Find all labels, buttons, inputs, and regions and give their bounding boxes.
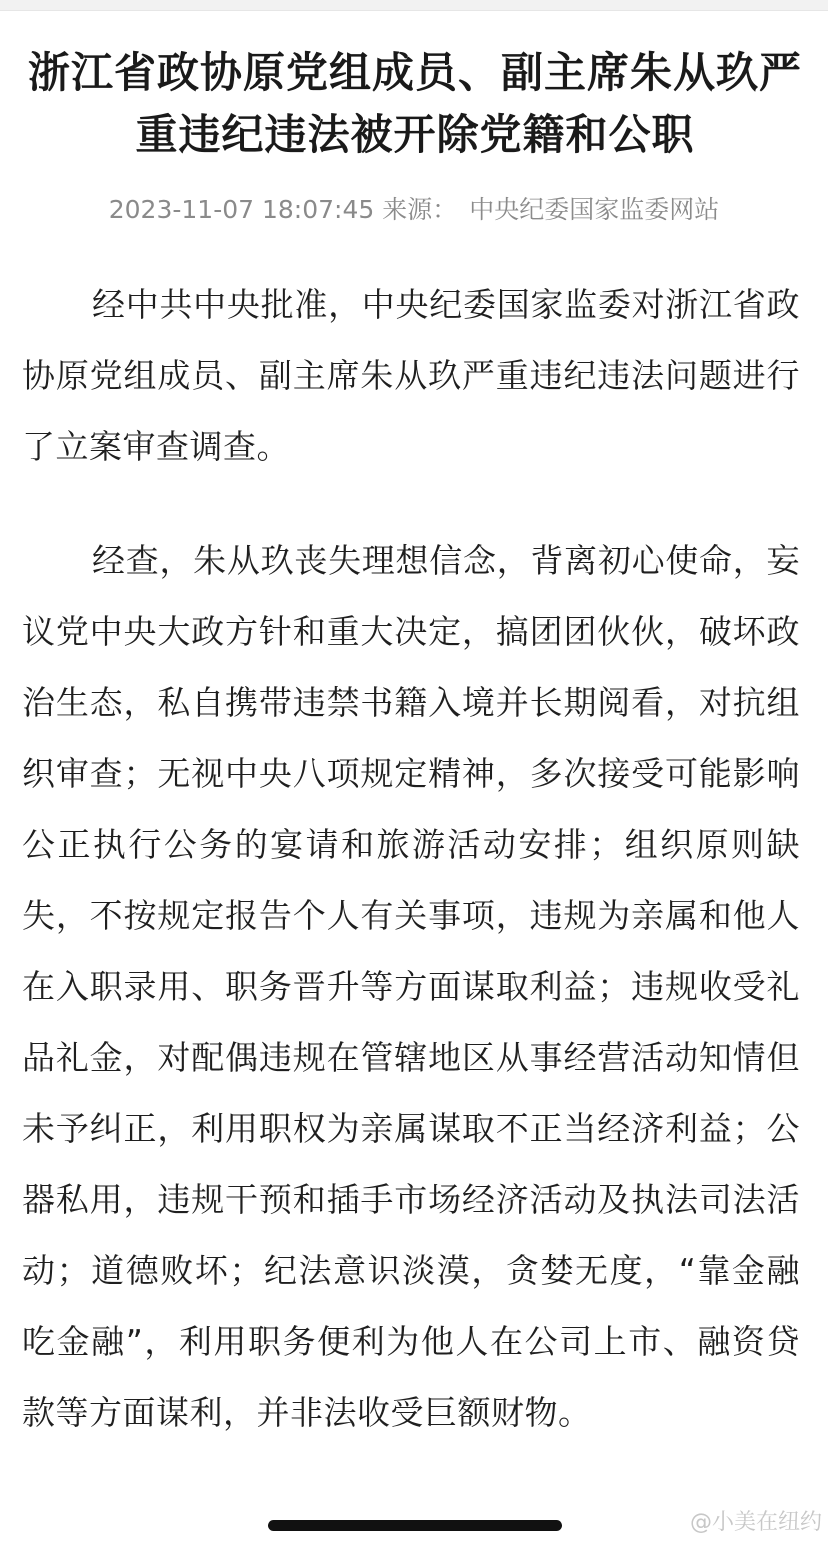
source-link[interactable]: 中央纪委国家监委网站 [469,195,720,224]
publish-datetime: 2023-11-07 18:07:45 [108,195,375,224]
watermark: @小美在纽约 [689,1510,822,1535]
source-label: 来源： [382,195,458,224]
article-paragraph: 经查，朱从玖丧失理想信念，背离初心使命，妄议党中央大政方针和重大决定，搞团团伙伙，破坏政治生态，私自携带违禁书籍入境并长期阅看，对抗组织审查；无视中央八项规定精神，多次接受可能影响公正执行公务的宴请和旅游活动安排；组织原则缺失，不按规定报告个人有关事项，违规为亲属和他人在入职录用、职务晋升等方面谋取利益；违规收受礼品礼金，对配偶违规在管辖地区从事经营活动知情但未予纠正，利用职权为亲属谋取不正当经济利益；公器私用，违规干预和插手市场经济活动及执法司法活动；道德败坏；纪法意识淡漠，贪婪无度，“靠金融吃金融”，利用职务便利为他人在公司上市、融资贷款等方面谋利，并非法收受巨额财物。 [22,541,800,1432]
top-status-strip [0,0,828,11]
article-meta [0,192,828,228]
article-paragraph: 经中共中央批准，中央纪委国家监委对浙江省政协原党组成员、副主席朱从玖严重违纪违法问题进行了立案审查调查。 [22,285,800,466]
home-indicator[interactable] [268,1520,562,1531]
article-title: 浙江省政协原党组成员、副主席朱从玖严重违纪违法被开除党籍和公职 [27,48,802,159]
